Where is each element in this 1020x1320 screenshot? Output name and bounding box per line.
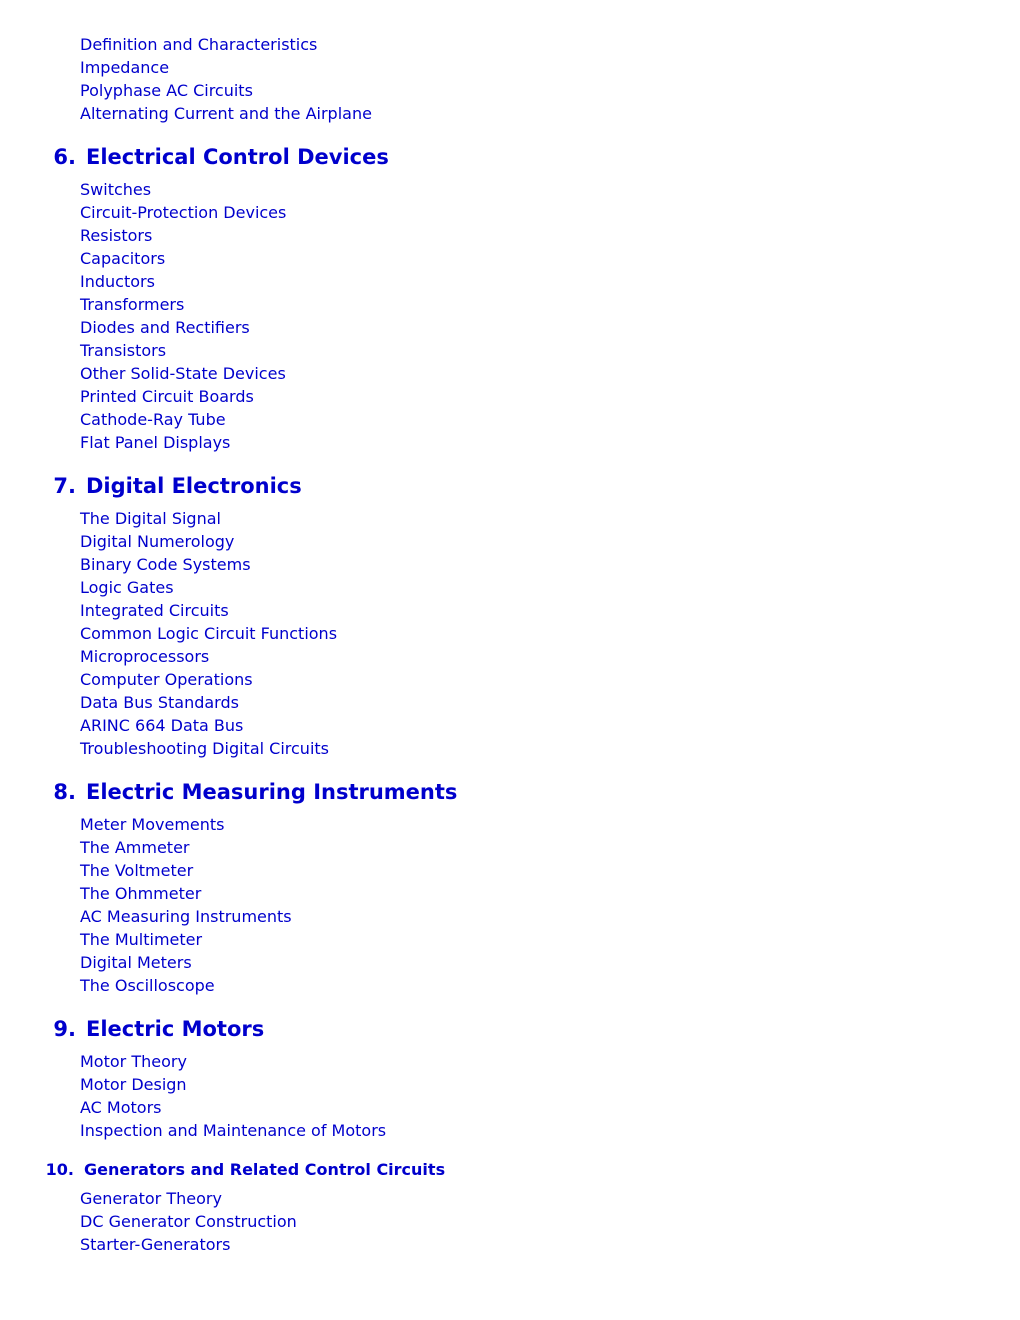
toc-link[interactable]: ARINC 664 Data Bus (80, 716, 244, 735)
toc-link[interactable]: The Ohmmeter (80, 884, 202, 903)
chapter-heading-6[interactable] (0, 142, 1020, 172)
toc-item[interactable] (80, 33, 1020, 56)
toc-link[interactable]: Data Bus Standards (80, 693, 239, 712)
toc-link[interactable]: Binary Code Systems (80, 555, 251, 574)
toc-item[interactable] (80, 270, 1020, 293)
toc-item[interactable] (80, 1073, 1020, 1096)
toc-link[interactable]: The Oscilloscope (80, 976, 215, 995)
toc-link[interactable]: Computer Operations (80, 670, 253, 689)
toc-item[interactable] (80, 201, 1020, 224)
toc-item[interactable] (80, 1210, 1020, 1233)
toc-item[interactable] (80, 178, 1020, 201)
toc-item[interactable] (80, 1119, 1020, 1142)
toc-link[interactable]: Cathode-Ray Tube (80, 410, 226, 429)
chapter-number: 7. (53, 474, 76, 498)
toc-link[interactable]: Transistors (80, 341, 167, 360)
toc-link[interactable]: AC Motors (80, 1098, 162, 1117)
chapter-heading-10[interactable] (0, 1158, 1020, 1182)
toc-link[interactable]: AC Measuring Instruments (80, 907, 292, 926)
chapter-number: 6. (53, 145, 76, 169)
toc-item[interactable] (80, 530, 1020, 553)
toc-item[interactable] (80, 859, 1020, 882)
toc-link[interactable]: Motor Design (80, 1075, 187, 1094)
chapter-9-sections (0, 1050, 1020, 1142)
toc-link[interactable]: Flat Panel Displays (80, 433, 231, 452)
toc-item[interactable] (80, 714, 1020, 737)
toc-item[interactable] (80, 928, 1020, 951)
toc-link[interactable]: Integrated Circuits (80, 601, 229, 620)
toc-item[interactable] (80, 645, 1020, 668)
toc-link[interactable]: Switches (80, 180, 152, 199)
toc-link[interactable]: Generator Theory (80, 1189, 222, 1208)
toc-link[interactable]: Impedance (80, 58, 170, 77)
table-of-contents (0, 33, 1020, 1256)
toc-link[interactable]: Common Logic Circuit Functions (80, 624, 338, 643)
toc-link[interactable]: Resistors (80, 226, 153, 245)
toc-link[interactable]: Polyphase AC Circuits (80, 81, 253, 100)
toc-item[interactable] (80, 553, 1020, 576)
toc-item[interactable] (80, 56, 1020, 79)
toc-item[interactable] (80, 622, 1020, 645)
chapter-title[interactable]: Electric Measuring Instruments (86, 780, 458, 804)
toc-item[interactable] (80, 668, 1020, 691)
toc-link[interactable]: The Ammeter (80, 838, 190, 857)
toc-item[interactable] (80, 224, 1020, 247)
toc-item[interactable] (80, 1233, 1020, 1256)
toc-item[interactable] (80, 905, 1020, 928)
toc-link[interactable]: Motor Theory (80, 1052, 187, 1071)
chapter-number: 9. (53, 1017, 76, 1041)
toc-item[interactable] (80, 362, 1020, 385)
toc-item[interactable] (80, 339, 1020, 362)
toc-item[interactable] (80, 408, 1020, 431)
toc-item[interactable] (80, 79, 1020, 102)
chapter-7-sections (0, 507, 1020, 760)
toc-link[interactable]: Diodes and Rectifiers (80, 318, 250, 337)
toc-item[interactable] (80, 316, 1020, 339)
toc-item[interactable] (80, 576, 1020, 599)
toc-link[interactable]: Starter-Generators (80, 1235, 231, 1254)
toc-link[interactable]: Logic Gates (80, 578, 174, 597)
chapter-heading-8[interactable] (0, 777, 1020, 807)
toc-item[interactable] (80, 431, 1020, 454)
toc-item[interactable] (80, 102, 1020, 125)
toc-item[interactable] (80, 882, 1020, 905)
chapter-title[interactable]: Electrical Control Devices (86, 145, 389, 169)
toc-item[interactable] (80, 951, 1020, 974)
toc-link[interactable]: DC Generator Construction (80, 1212, 297, 1231)
chapter-title[interactable]: Electric Motors (86, 1017, 265, 1041)
toc-item[interactable] (80, 1096, 1020, 1119)
toc-link[interactable]: Capacitors (80, 249, 166, 268)
toc-item[interactable] (80, 691, 1020, 714)
toc-link[interactable]: Other Solid-State Devices (80, 364, 286, 383)
chapter-heading-9[interactable] (0, 1014, 1020, 1044)
toc-link[interactable]: Alternating Current and the Airplane (80, 104, 372, 123)
toc-link[interactable]: Troubleshooting Digital Circuits (80, 739, 329, 758)
toc-link[interactable]: Transformers (80, 295, 185, 314)
toc-item[interactable] (80, 974, 1020, 997)
toc-item[interactable] (80, 507, 1020, 530)
toc-link[interactable]: Meter Movements (80, 815, 225, 834)
chapter-10-sections (0, 1187, 1020, 1256)
toc-link[interactable]: Circuit-Protection Devices (80, 203, 287, 222)
toc-link[interactable]: Digital Numerology (80, 532, 235, 551)
toc-item[interactable] (80, 293, 1020, 316)
chapter-number: 10. (45, 1160, 74, 1179)
chapter-number: 8. (53, 780, 76, 804)
toc-link[interactable]: Inductors (80, 272, 155, 291)
toc-link[interactable]: Microprocessors (80, 647, 210, 666)
chapter-title[interactable]: Generators and Related Control Circuits (84, 1160, 446, 1179)
toc-link[interactable]: The Voltmeter (80, 861, 194, 880)
toc-item[interactable] (80, 247, 1020, 270)
toc-item[interactable] (80, 1187, 1020, 1210)
toc-item[interactable] (80, 1050, 1020, 1073)
toc-item[interactable] (80, 737, 1020, 760)
toc-link[interactable]: Definition and Characteristics (80, 35, 318, 54)
toc-link[interactable]: Printed Circuit Boards (80, 387, 254, 406)
toc-link[interactable]: Inspection and Maintenance of Motors (80, 1121, 387, 1140)
chapter-6-sections (0, 178, 1020, 454)
toc-link[interactable]: Digital Meters (80, 953, 192, 972)
lead-section-list (0, 33, 1020, 125)
chapter-heading-7[interactable] (0, 471, 1020, 501)
toc-item[interactable] (80, 599, 1020, 622)
toc-link[interactable]: The Digital Signal (80, 509, 221, 528)
toc-link[interactable]: The Multimeter (80, 930, 203, 949)
chapter-8-sections (0, 813, 1020, 997)
toc-item[interactable] (80, 813, 1020, 836)
toc-item[interactable] (80, 385, 1020, 408)
chapter-title[interactable]: Digital Electronics (86, 474, 302, 498)
toc-item[interactable] (80, 836, 1020, 859)
